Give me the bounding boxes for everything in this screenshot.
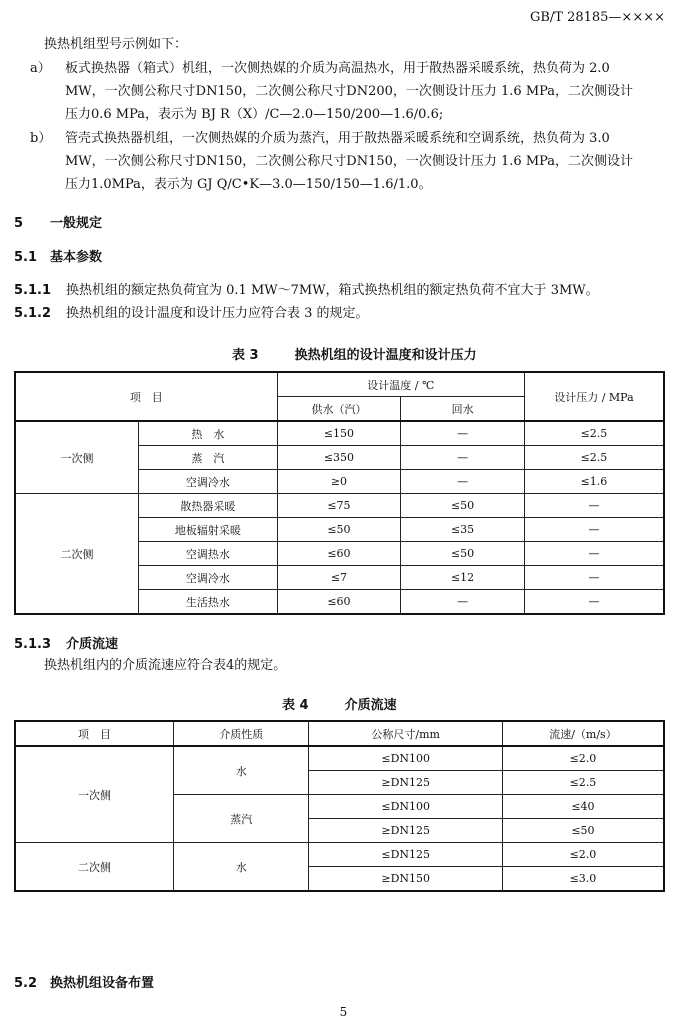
header-design-pressure: 设计压力 / MPa: [524, 372, 664, 421]
section-5-1-heading: [14, 246, 102, 265]
item-b-label: b）: [30, 131, 52, 146]
cell-pressure: —: [524, 590, 664, 615]
cell-supply: ≤150: [277, 421, 401, 446]
cell-pressure: —: [524, 518, 664, 542]
header-nominal-size: 公称尺寸/mm: [309, 721, 502, 746]
cell-pressure: —: [524, 494, 664, 518]
clause-5-1-2: [14, 303, 369, 325]
clause-text: 换热机组的额定热负荷宜为 0.1 MW～7MW，箱式换热机组的额定热负荷不宜大于 3MW。: [66, 283, 599, 298]
row-name: 生活热水: [139, 590, 278, 615]
table-4: [14, 720, 665, 892]
row-name: 蒸 汽: [139, 446, 278, 470]
cell-pressure: ≤2.5: [524, 421, 664, 446]
clause-5-1-3-text: 换热机组内的介质流速应符合表4的规定。: [44, 658, 287, 673]
cell-pressure: ≤2.5: [524, 446, 664, 470]
cell-pressure: —: [524, 566, 664, 590]
cell-supply: ≤75: [277, 494, 401, 518]
table-3-caption: [232, 344, 477, 363]
cell-velocity: ≤2.0: [502, 843, 664, 867]
standard-number: GB/T 28185—××××: [529, 10, 665, 25]
cell-return: ≤12: [401, 566, 525, 590]
cell-supply: ≤60: [277, 542, 401, 566]
caption-number: 表 3: [232, 348, 259, 363]
page-number: 5: [339, 1005, 348, 1019]
cell-size: ≤DN100: [309, 795, 502, 819]
section-5-heading: [14, 212, 102, 231]
cell-supply: ≤50: [277, 518, 401, 542]
cell-velocity: ≤2.0: [502, 746, 664, 771]
item-b-line: MW，一次侧公称尺寸DN150，二次侧公称尺寸DN150，一次侧设计压力 1.6 MPa，二次侧设计: [65, 154, 634, 169]
row-name: 空调冷水: [139, 470, 278, 494]
table-4-caption: [282, 694, 397, 713]
item-a-line: 压力0.6 MPa，表示为 BJ R（X）/C—2.0—150/200—1.6/0.6;: [65, 107, 444, 122]
section-title: 介质流速: [66, 637, 119, 652]
cell-size: ≥DN125: [309, 819, 502, 843]
group-primary: 一次侧: [15, 421, 139, 494]
section-title: 换热机组设备布置: [50, 976, 155, 991]
header-design-temp: 设计温度 / ℃: [277, 372, 524, 397]
medium-water: 水: [173, 746, 309, 795]
cell-velocity: ≤2.5: [502, 771, 664, 795]
cell-size: ≤DN100: [309, 746, 502, 771]
section-5-1-3-heading: [14, 633, 118, 652]
cell-supply: ≤350: [277, 446, 401, 470]
caption-title: 换热机组的设计温度和设计压力: [294, 348, 477, 363]
item-a-line: MW，一次侧公称尺寸DN150，二次侧公称尺寸DN200，一次侧设计压力 1.6 MPa，二次侧设计: [65, 84, 634, 99]
section-number: 5.1: [14, 250, 38, 265]
clause-text: 换热机组的设计温度和设计压力应符合表 3 的规定。: [66, 306, 369, 321]
caption-number: 表 4: [282, 698, 309, 713]
clause-number: 5.1.2: [14, 306, 52, 321]
header-item: 项 目: [15, 372, 277, 421]
cell-return: —: [401, 421, 525, 446]
medium-steam: 蒸汽: [173, 795, 309, 843]
item-b-line: 压力1.0MPa，表示为 GJ Q/C•K—3.0—150/150—1.6/1.0。: [65, 177, 432, 192]
section-title: 基本参数: [50, 250, 103, 265]
cell-velocity: ≤3.0: [502, 867, 664, 892]
clause-5-1-1: [14, 280, 599, 302]
cell-velocity: ≤50: [502, 819, 664, 843]
intro-text: 换热机组型号示例如下：: [44, 37, 188, 52]
section-number: 5.1.3: [14, 637, 52, 652]
cell-return: —: [401, 590, 525, 615]
cell-return: —: [401, 470, 525, 494]
row-name: 空调冷水: [139, 566, 278, 590]
group-secondary: 二次侧: [15, 494, 139, 615]
group-primary: 一次侧: [15, 746, 173, 843]
caption-title: 介质流速: [344, 698, 397, 713]
cell-size: ≤DN125: [309, 843, 502, 867]
table-3: [14, 371, 665, 615]
header-item: 项 目: [15, 721, 173, 746]
clause-number: 5.1.1: [14, 283, 52, 298]
row-name: 散热器采暖: [139, 494, 278, 518]
cell-return: ≤50: [401, 542, 525, 566]
cell-supply: ≤60: [277, 590, 401, 615]
item-a-line: 板式换热器（箱式）机组，一次侧热媒的介质为高温热水，用于散热器采暖系统，热负荷为 2.0: [65, 61, 610, 76]
cell-supply: ≤7: [277, 566, 401, 590]
section-5-2-heading: [14, 972, 154, 991]
header-velocity: 流速/（m/s）: [502, 721, 664, 746]
section-number: 5.2: [14, 976, 38, 991]
row-name: 地板辐射采暖: [139, 518, 278, 542]
cell-return: ≤50: [401, 494, 525, 518]
medium-water: 水: [173, 843, 309, 892]
cell-return: —: [401, 446, 525, 470]
header-medium: 介质性质: [173, 721, 309, 746]
item-a-label: a）: [30, 61, 51, 76]
cell-velocity: ≤40: [502, 795, 664, 819]
cell-size: ≥DN125: [309, 771, 502, 795]
header-supply: 供水（汽）: [277, 397, 401, 422]
header-return: 回水: [401, 397, 525, 422]
section-title: 一般规定: [50, 216, 103, 231]
section-number: 5: [14, 216, 24, 231]
group-secondary: 二次侧: [15, 843, 173, 892]
cell-pressure: —: [524, 542, 664, 566]
cell-size: ≥DN150: [309, 867, 502, 892]
cell-pressure: ≤1.6: [524, 470, 664, 494]
row-name: 空调热水: [139, 542, 278, 566]
item-b-line: 管壳式换热器机组，一次侧热媒的介质为蒸汽，用于散热器采暖系统和空调系统，热负荷为 3.0: [65, 131, 610, 146]
cell-supply: ≥0: [277, 470, 401, 494]
row-name: 热 水: [139, 421, 278, 446]
cell-return: ≤35: [401, 518, 525, 542]
